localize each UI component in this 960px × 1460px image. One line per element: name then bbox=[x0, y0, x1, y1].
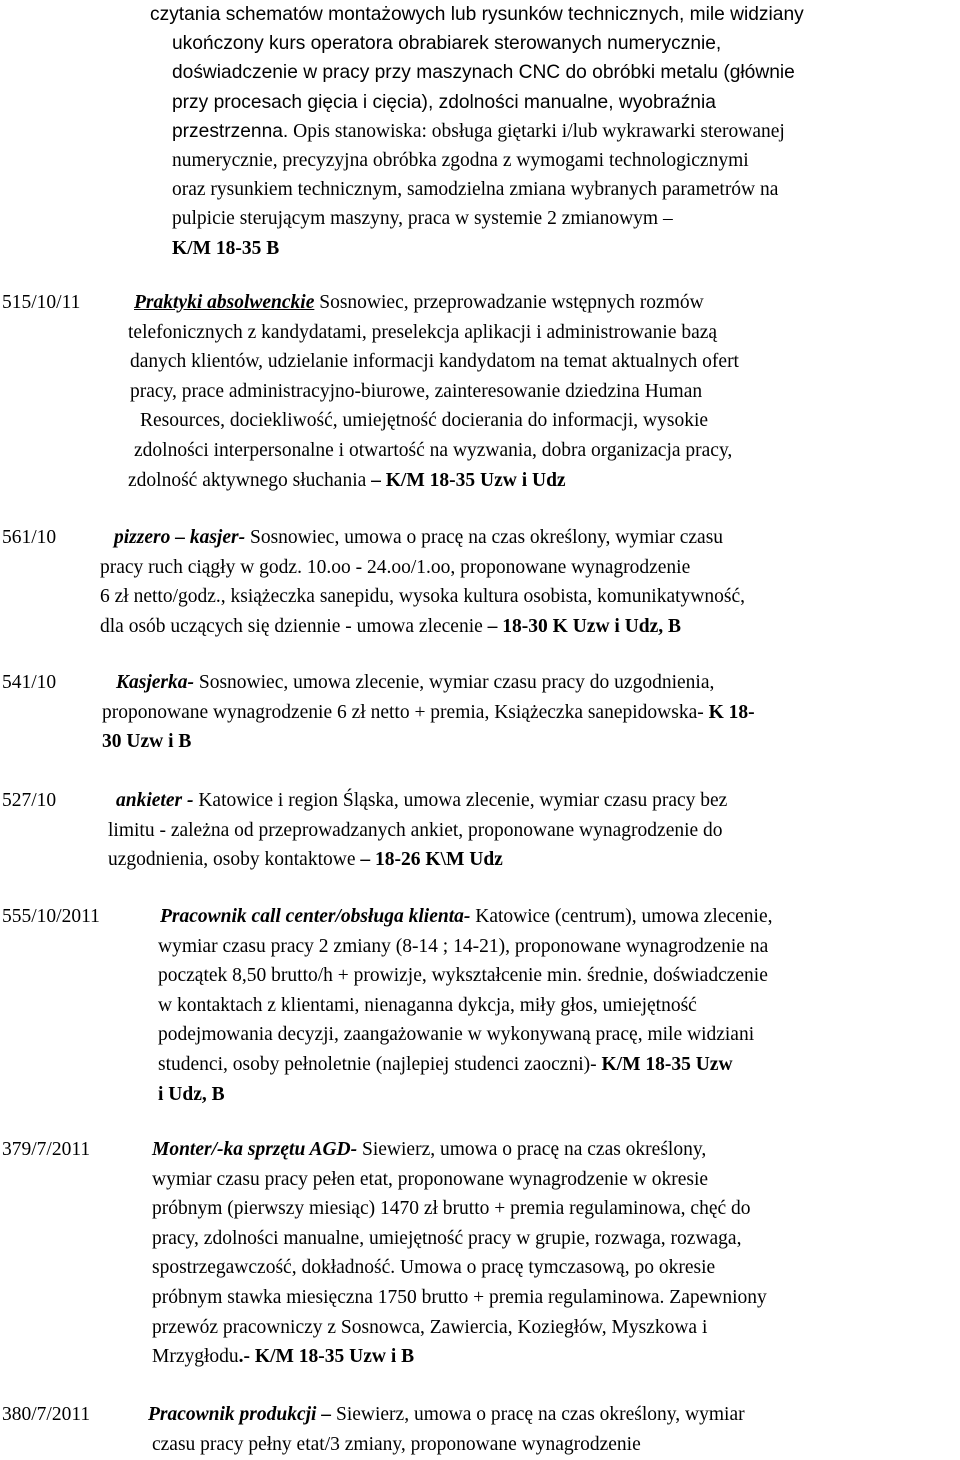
text-line: czytania schematów montażowych lub rysunków technicznych, mile widziany bbox=[150, 4, 804, 25]
text-fragment: Opis stanowiska: obsługa giętarki i/lub wykrawarki sterowanej bbox=[293, 120, 785, 142]
text-line: pracy, zdolności manualne, umiejętność pracy w grupie, rozwaga, rozwaga, bbox=[152, 1227, 742, 1249]
text-line: przewóz pracowniczy z Sosnowca, Zawiercia, Koziegłów, Myszkowa i bbox=[152, 1316, 708, 1338]
text-fragment: zdolność aktywnego słuchania bbox=[128, 469, 372, 491]
text-line: zdolności interpersonalne i otwartość na wyzwania, dobra organizacja pracy, bbox=[134, 439, 733, 461]
text-line: podejmowania decyzji, zaangażowanie w wykonywaną pracę, mile widziani bbox=[158, 1024, 755, 1046]
job-title: Pracownik produkcji – bbox=[148, 1404, 332, 1425]
text-line bbox=[100, 523, 956, 553]
text-line bbox=[102, 698, 956, 728]
text-line: pracy, prace administracyjno-biurowe, zainteresowanie dziedzina Human bbox=[130, 380, 703, 402]
text-fragment: uzgodnienia, osoby kontaktowe bbox=[108, 849, 361, 871]
requirement-tag: K/M 18-35 B bbox=[172, 237, 280, 259]
text-fragment: Sosnowiec, umowa o pracę na czas określony, wymiar czasu bbox=[245, 527, 724, 548]
job-code: 561/10 bbox=[2, 527, 57, 548]
text-line bbox=[108, 786, 956, 816]
job-body bbox=[158, 902, 956, 1109]
text-fragment: proponowane wynagrodzenie 6 zł netto + premia, Książeczka sanepidowska- bbox=[102, 701, 709, 723]
requirement-tag: 30 Uzw i B bbox=[102, 731, 192, 753]
text-line bbox=[102, 668, 956, 698]
text-fragment: przestrzenna. bbox=[172, 120, 289, 142]
job-code: 527/10 bbox=[2, 790, 57, 811]
text-line: telefonicznych z kandydatami, preselekcja aplikacji i administrowanie bazą bbox=[128, 321, 718, 343]
job-title: Kasjerka- bbox=[116, 672, 194, 693]
text-fragment: Sosnowiec, przeprowadzanie wstępnych rozmów bbox=[314, 292, 704, 313]
text-line: ukończony kurs operatora obrabiarek sterowanych numerycznie, bbox=[172, 33, 722, 55]
text-line: limitu - zależna od przeprowadzanych ankiet, proponowane wynagrodzenie do bbox=[108, 819, 723, 841]
job-body bbox=[102, 668, 956, 757]
text-line: numerycznie, precyzyjna obróbka zgodna z wymogami technologicznymi bbox=[172, 150, 749, 172]
text-line: Resources, dociekliwość, umiejętność docierania do informacji, wysokie bbox=[140, 410, 709, 432]
text-line: próbnym (pierwszy miesiąc) 1470 zł brutto + premia regulaminowa, chęć do bbox=[152, 1198, 751, 1220]
text-fragment: studenci, osoby pełnoletnie (najlepiej studenci zaoczni)- bbox=[158, 1053, 602, 1075]
text-line bbox=[100, 612, 956, 642]
continuation-body bbox=[150, 0, 960, 263]
job-code: 515/10/11 bbox=[2, 292, 81, 313]
text-line: w kontaktach z klientami, nienaganna dykcja, miły głos, umiejętność bbox=[158, 994, 697, 1016]
requirement-tag: K/M 18-35 Uzw bbox=[601, 1053, 733, 1075]
text-line: wymiar czasu pracy 2 zmiany (8-14 ; 14-21), proponowane wynagrodzenie na bbox=[158, 935, 769, 957]
text-line bbox=[108, 845, 956, 875]
job-code: 541/10 bbox=[2, 672, 57, 693]
job-body bbox=[148, 1400, 956, 1459]
job-code: 555/10/2011 bbox=[2, 906, 100, 927]
text-line bbox=[152, 1342, 956, 1372]
job-title: Monter/-ka sprzętu AGD- bbox=[152, 1139, 358, 1160]
text-line bbox=[158, 902, 956, 932]
text-line: spostrzegawczość, dokładność. Umowa o pracę tymczasową, po okresie bbox=[152, 1257, 716, 1279]
text-line: 6 zł netto/godz., książeczka sanepidu, wysoka kultura osobista, komunikatywność, bbox=[100, 586, 745, 608]
text-line bbox=[124, 466, 956, 496]
text-line: pracy ruch ciągły w godz. 10.oo - 24.oo/1.oo, proponowane wynagrodzenie bbox=[100, 556, 691, 578]
text-line: wymiar czasu pracy pełen etat, proponowane wynagrodzenie w okresie bbox=[152, 1168, 709, 1190]
text-line bbox=[158, 1050, 956, 1080]
job-body bbox=[100, 523, 956, 641]
job-title: pizzero – kasjer- bbox=[114, 527, 246, 548]
text-fragment: Mrzygłodu bbox=[152, 1346, 239, 1368]
text-line bbox=[148, 1400, 956, 1430]
text-line bbox=[150, 117, 960, 146]
text-fragment: Katowice i region Śląska, umowa zlecenie, wymiar czasu pracy bez bbox=[193, 790, 728, 811]
text-fragment: Katowice (centrum), umowa zlecenie, bbox=[470, 906, 773, 927]
text-fragment: Siewierz, umowa o pracę na czas określony, wymiar bbox=[331, 1404, 745, 1425]
requirement-tag: – K/M 18-35 Uzw i Udz bbox=[371, 469, 566, 491]
text-line: danych klientów, udzielanie informacji kandydatom na temat aktualnych ofert bbox=[130, 351, 739, 373]
text-line bbox=[152, 1135, 956, 1165]
job-body bbox=[108, 786, 956, 875]
job-title: Pracownik call center/obsługa klienta- bbox=[160, 906, 471, 927]
text-fragment: dla osób uczących się dziennie - umowa zlecenie bbox=[100, 615, 488, 637]
text-fragment: Siewierz, umowa o pracę na czas określony, bbox=[357, 1139, 707, 1160]
job-body bbox=[124, 288, 956, 495]
requirement-tag: .- K/M 18-35 Uzw i B bbox=[238, 1346, 415, 1368]
requirement-tag: i Udz, B bbox=[158, 1083, 225, 1105]
job-title: ankieter - bbox=[116, 790, 194, 811]
requirement-tag: K 18- bbox=[708, 701, 755, 723]
job-body bbox=[152, 1135, 956, 1372]
text-line bbox=[124, 288, 956, 318]
job-code: 380/7/2011 bbox=[2, 1404, 91, 1425]
text-fragment: Sosnowiec, umowa zlecenie, wymiar czasu pracy do uzgodnienia, bbox=[194, 672, 715, 693]
text-line: pulpicie sterującym maszyny, praca w systemie 2 zmianowym – bbox=[172, 208, 673, 230]
text-line: czasu pracy pełny etat/3 zmiany, proponowane wynagrodzenie bbox=[152, 1433, 641, 1455]
text-line: przy procesach gięcia i cięcia), zdolności manualne, wyobraźnia bbox=[172, 91, 716, 113]
requirement-tag: – 18-30 K Uzw i Udz, B bbox=[487, 615, 682, 637]
text-line: próbnym stawka miesięczna 1750 brutto + premia regulaminowa. Zapewniony bbox=[152, 1286, 767, 1308]
text-line: początek 8,50 brutto/h + prowizje, wykształcenie min. średnie, doświadczenie bbox=[158, 965, 768, 987]
job-title: Praktyki absolwenckie bbox=[134, 292, 315, 313]
text-line: doświadczenie w pracy przy maszynach CNC do obróbki metalu (głównie bbox=[172, 62, 795, 84]
text-line: oraz rysunkiem technicznym, samodzielna zmiana wybranych parametrów na bbox=[172, 179, 779, 201]
requirement-tag: – 18-26 K\M Udz bbox=[360, 849, 503, 871]
job-code: 379/7/2011 bbox=[2, 1139, 91, 1160]
